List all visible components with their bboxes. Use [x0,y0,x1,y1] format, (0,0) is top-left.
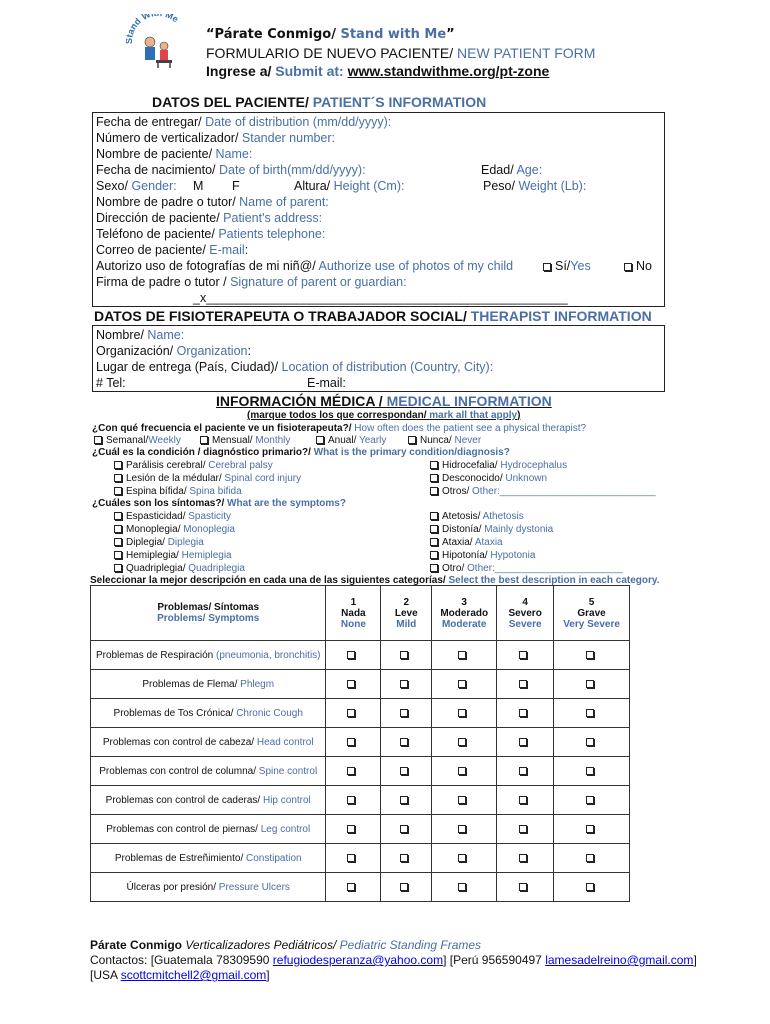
header-level-1: 1 Nada None [326,586,381,641]
patient-section-title: DATOS DEL PACIENTE/ PATIENT´S INFORMATION [152,94,487,110]
freq-never[interactable]: Nunca/ Never [408,435,481,446]
gender-field[interactable]: Sexo/ Gender: [96,179,177,193]
symptoms-question: ¿Cuáles son los síntomas?/ What are the symptoms? [92,498,346,509]
rating-checkbox[interactable] [432,641,497,670]
footer-contacts-line-1: Contactos: [Guatemala 78309590 refugiodesperanza@yahoo.com] [Perú 956590497 lamesadelreino@gmail.com] [90,953,697,967]
footer-brand: Párate Conmigo Verticalizadores Pediátricos/ Pediatric Standing Frames [90,938,482,952]
rating-checkbox[interactable] [326,670,381,699]
rating-checkbox[interactable] [554,699,630,728]
rating-checkbox[interactable] [497,670,554,699]
rating-checkbox[interactable] [326,728,381,757]
diag-spina-bifida[interactable]: Espina bífida/ Spina bifida [114,486,242,497]
footer-contacts-line-2: [USA scottcmitchell2@gmail.com] [90,968,270,982]
table-row [91,786,630,815]
phone-field[interactable]: Teléfono de paciente/ Patients telephone: [96,227,326,241]
rating-checkbox[interactable] [381,757,432,786]
rating-checkbox[interactable] [326,873,381,902]
rating-checkbox[interactable] [326,699,381,728]
therapist-email-field[interactable]: E-mail: [307,376,346,390]
diag-other[interactable]: Otros/ Other:____________________________ [430,486,656,497]
diag-cerebral-palsy[interactable]: Parálisis cerebral/ Cerebral palsy [114,460,273,471]
email-field[interactable]: Correo de paciente/ E-mail: [96,243,249,257]
usa-email-link[interactable]: scottcmitchell2@gmail.com [120,968,267,982]
sym-monoplegia[interactable]: Monoplegia/ Monoplegia [114,524,235,535]
height-field[interactable]: Altura/ Height (Cm): [294,179,405,193]
row-label: Problemas de Respiración (pneumonia, bronchitis) [91,641,326,670]
rating-checkbox[interactable] [432,815,497,844]
row-label: Problemas de Flema/ Phlegm [91,670,326,699]
select-best-note: Seleccionar la mejor descripción en cada una de las siguientes categorías/ Select the best description in each category. [90,575,660,586]
checkbox-icon [543,263,551,271]
table-row [91,757,630,786]
peru-email-link[interactable]: lamesadelreino@gmail.com [545,953,694,967]
header-level-3: 3 Moderado Moderate [432,586,497,641]
rating-checkbox[interactable] [497,699,554,728]
rating-checkbox[interactable] [554,786,630,815]
rating-checkbox[interactable] [326,641,381,670]
footer [90,938,697,983]
rating-checkbox[interactable] [326,844,381,873]
therapist-info-box [92,325,665,392]
rating-checkbox[interactable] [326,757,381,786]
sym-diplegia[interactable]: Diplegia/ Diplegia [114,537,204,548]
rating-checkbox[interactable] [432,873,497,902]
rating-checkbox[interactable] [381,699,432,728]
rating-checkbox[interactable] [497,873,554,902]
form-header [206,26,595,80]
organization-field[interactable]: Organización/ Organization: [96,344,251,358]
rating-checkbox[interactable] [432,728,497,757]
table-row [91,670,630,699]
sym-spasticity[interactable]: Espasticidad/ Spasticity [114,511,231,522]
guatemala-email-link[interactable]: refugiodesperanza@yahoo.com [272,953,444,967]
rating-checkbox[interactable] [381,844,432,873]
address-field[interactable]: Dirección de paciente/ Patient's address: [96,211,323,225]
signature-line[interactable]: _x____________________________________________________ [193,291,568,305]
rating-checkbox[interactable] [432,786,497,815]
frequency-question: ¿Con qué frecuencia el paciente ve un fisioterapeuta?/ How often does the patient see a physical therapist? [92,423,587,434]
sym-quadriplegia[interactable]: Quadriplegia/ Quadriplegia [114,563,245,574]
rating-checkbox[interactable] [326,786,381,815]
sym-dystonia[interactable]: Distonía/ Mainly dystonia [430,524,553,535]
row-label: Problemas de Tos Crónica/ Chronic Cough [91,699,326,728]
checkbox-icon [624,263,632,271]
rating-checkbox[interactable] [381,670,432,699]
rating-checkbox[interactable] [326,815,381,844]
gender-f-option[interactable]: F [232,179,240,193]
rating-checkbox[interactable] [554,670,630,699]
row-label: Problemas con control de columna/ Spine control [91,757,326,786]
header-level-2: 2 Leve Mild [381,586,432,641]
sym-athetosis[interactable]: Atetosis/ Athetosis [430,511,524,522]
rating-checkbox[interactable] [432,757,497,786]
patient-name-field[interactable]: Nombre de paciente/ Name: [96,147,253,161]
photo-yes-checkbox[interactable]: Sí/Yes [543,259,591,273]
rating-checkbox[interactable] [554,815,630,844]
svg-text:Stand With Me: and W Me [126,14,181,36]
table-header-row [91,586,630,641]
freq-yearly[interactable]: Anual/ Yearly [316,435,386,446]
rating-checkbox[interactable] [432,699,497,728]
rating-checkbox[interactable] [497,728,554,757]
header-problems: Problemas/ Síntomas Problems/ Symptoms [91,586,326,641]
rating-checkbox[interactable] [432,844,497,873]
diagnosis-question: ¿Cuál es la condición / diagnóstico primario?/ What is the primary condition/diagnosis? [92,447,510,458]
rating-checkbox[interactable] [497,786,554,815]
submit-line: Ingrese a/ Submit at: www.standwithme.org/pt-zone [206,63,550,79]
photo-no-checkbox[interactable]: No [624,259,652,273]
rating-checkbox[interactable] [381,728,432,757]
age-field[interactable]: Edad/ Age: [481,163,543,177]
rating-checkbox[interactable] [497,641,554,670]
rating-checkbox[interactable] [381,815,432,844]
diag-hydrocephalus[interactable]: Hidrocefalia/ Hydrocephalus [430,460,567,471]
row-label: Problemas con control de piernas/ Leg control [91,815,326,844]
patient-info-box [92,112,665,307]
submit-url[interactable]: www.standwithme.org/pt-zone [347,63,550,79]
rating-checkbox[interactable] [554,757,630,786]
table-row [91,641,630,670]
table-row [91,873,630,902]
rating-checkbox[interactable] [432,670,497,699]
rating-checkbox[interactable] [554,728,630,757]
rating-checkbox[interactable] [381,641,432,670]
table-row [91,815,630,844]
diag-spinal-cord[interactable]: Lesión de la médular/ Spinal cord injury [114,473,301,484]
table-row [91,844,630,873]
dob-field[interactable]: Fecha de nacimiento/ Date of birth(mm/dd/yyyy): [96,163,366,177]
rating-checkbox[interactable] [554,641,630,670]
freq-weekly[interactable]: Semanal/Weekly [94,435,181,446]
table-row [91,699,630,728]
rating-checkbox[interactable] [381,786,432,815]
freq-monthly[interactable]: Mensual/ Monthly [200,435,290,446]
row-label: Problemas con control de cabeza/ Head control [91,728,326,757]
row-label: Problemas de Estreñimiento/ Constipation [91,844,326,873]
rating-checkbox[interactable] [381,873,432,902]
sym-other[interactable]: Otro/ Other:_______________________ [430,563,623,574]
sym-ataxia[interactable]: Ataxia/ Ataxia [430,537,503,548]
sym-hemiplegia[interactable]: Hemiplegia/ Hemiplegia [114,550,232,561]
rating-checkbox[interactable] [497,815,554,844]
table-row [91,728,630,757]
parent-name-field[interactable]: Nombre de padre o tutor/ Name of parent: [96,195,329,209]
rating-checkbox[interactable] [497,757,554,786]
row-label: Úlceras por presión/ Pressure Ulcers [91,873,326,902]
header-level-5: 5 Grave Very Severe [554,586,630,641]
therapist-section-title: DATOS DE FISIOTERAPEUTA O TRABAJADOR SOCIAL/ THERAPIST INFORMATION [94,308,652,324]
row-label: Problemas con control de caderas/ Hip control [91,786,326,815]
therapist-name-field[interactable]: Nombre/ Name: [96,328,185,342]
location-field[interactable]: Lugar de entrega (País, Ciudad)/ Location of distribution (Country, City): [96,360,494,374]
medical-section-title: INFORMACIÓN MÉDICA / MEDICAL INFORMATION [216,393,552,409]
form-title: “Párate Conmigo/ Stand with Me” [206,27,455,42]
signature-label: Firma de padre o tutor / Signature of parent or guardian: [96,275,407,289]
dist-date-field[interactable]: Fecha de entregar/ Date of distribution (mm/dd/yyyy): [96,115,392,129]
mark-all-note: (marque todos los que correspondan/ mark all that apply) [247,410,521,421]
form-subtitle: FORMULARIO DE NUEVO PACIENTE/ NEW PATIENT FORM [206,45,596,61]
rating-checkbox[interactable] [497,844,554,873]
rating-checkbox[interactable] [554,844,630,873]
gender-m-option[interactable]: M [193,179,204,193]
sym-hypotonia[interactable]: Hipotonía/ Hypotonia [430,550,535,561]
stand-with-me-logo [126,14,188,70]
rating-checkbox[interactable] [554,873,630,902]
header-level-4: 4 Severo Severe [497,586,554,641]
severity-table [90,585,630,902]
diag-unknown[interactable]: Desconocido/ Unknown [430,473,547,484]
weight-field[interactable]: Peso/ Weight (Lb): [483,179,587,193]
stander-number-field[interactable]: Número de verticalizador/ Stander number: [96,131,336,145]
therapist-phone-field[interactable]: # Tel: [96,376,126,390]
photo-consent-label: Autorizo uso de fotografías de mi niñ@/ Authorize use of photos of my child [96,259,514,273]
